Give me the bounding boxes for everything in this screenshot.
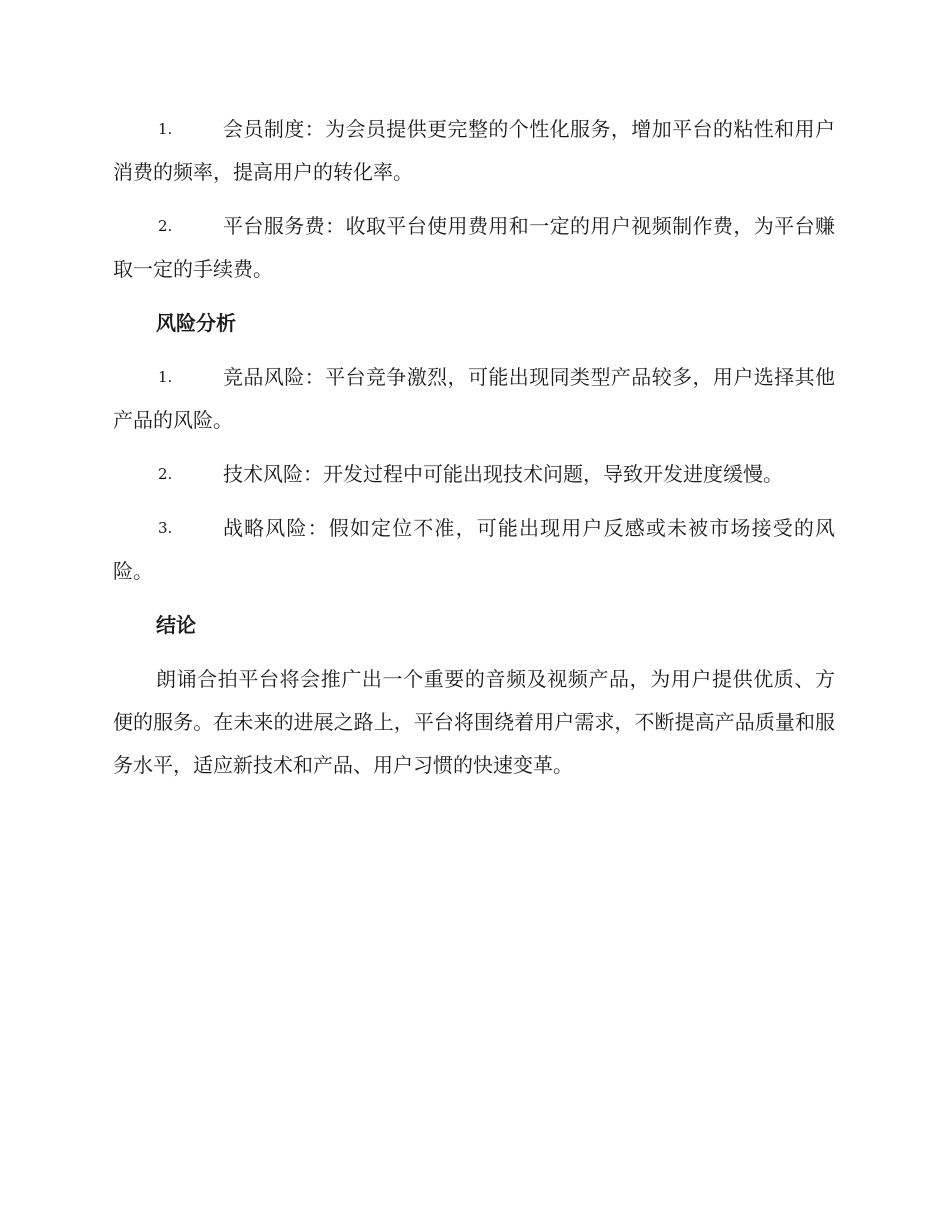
document-page (113, 108, 835, 787)
list-item-text: 技术风险：开发过程中可能出现技术问题，导致开发进度缓慢。 (223, 462, 783, 486)
section-heading-risk: 风险分析 (156, 311, 236, 335)
list-item-strategy-risk (113, 507, 835, 593)
list-number: 2. (158, 217, 173, 235)
conclusion-paragraph: 朗诵合拍平台将会推广出一个重要的音频及视频产品，为用户提供优质、方便的服务。在未来的进展之路上，平台将围绕着用户需求，不断提高产品质量和服务水平，适应新技术和产品、用户习惯的快速变革。 (113, 667, 835, 777)
list-item-technical-risk (113, 453, 835, 496)
list-item-service-fee (113, 205, 835, 291)
list-number: 3. (158, 519, 173, 537)
list-item-text: 竞品风险：平台竞争激烈，可能出现同类型产品较多，用户选择其他产品的风险。 (113, 365, 835, 432)
section-heading-conclusion: 结论 (156, 613, 196, 637)
list-number: 1. (158, 120, 173, 138)
list-number: 2. (158, 465, 173, 483)
list-item-text: 会员制度：为会员提供更完整的个性化服务，增加平台的粘性和用户消费的频率，提高用户的转化率。 (113, 117, 835, 184)
list-item-competition-risk (113, 356, 835, 442)
list-item-text: 平台服务费：收取平台使用费用和一定的用户视频制作费，为平台赚取一定的手续费。 (113, 214, 835, 281)
list-item-text: 战略风险：假如定位不准，可能出现用户反感或未被市场接受的风险。 (113, 516, 835, 583)
list-item-membership (113, 108, 835, 194)
list-number: 1. (158, 368, 173, 386)
